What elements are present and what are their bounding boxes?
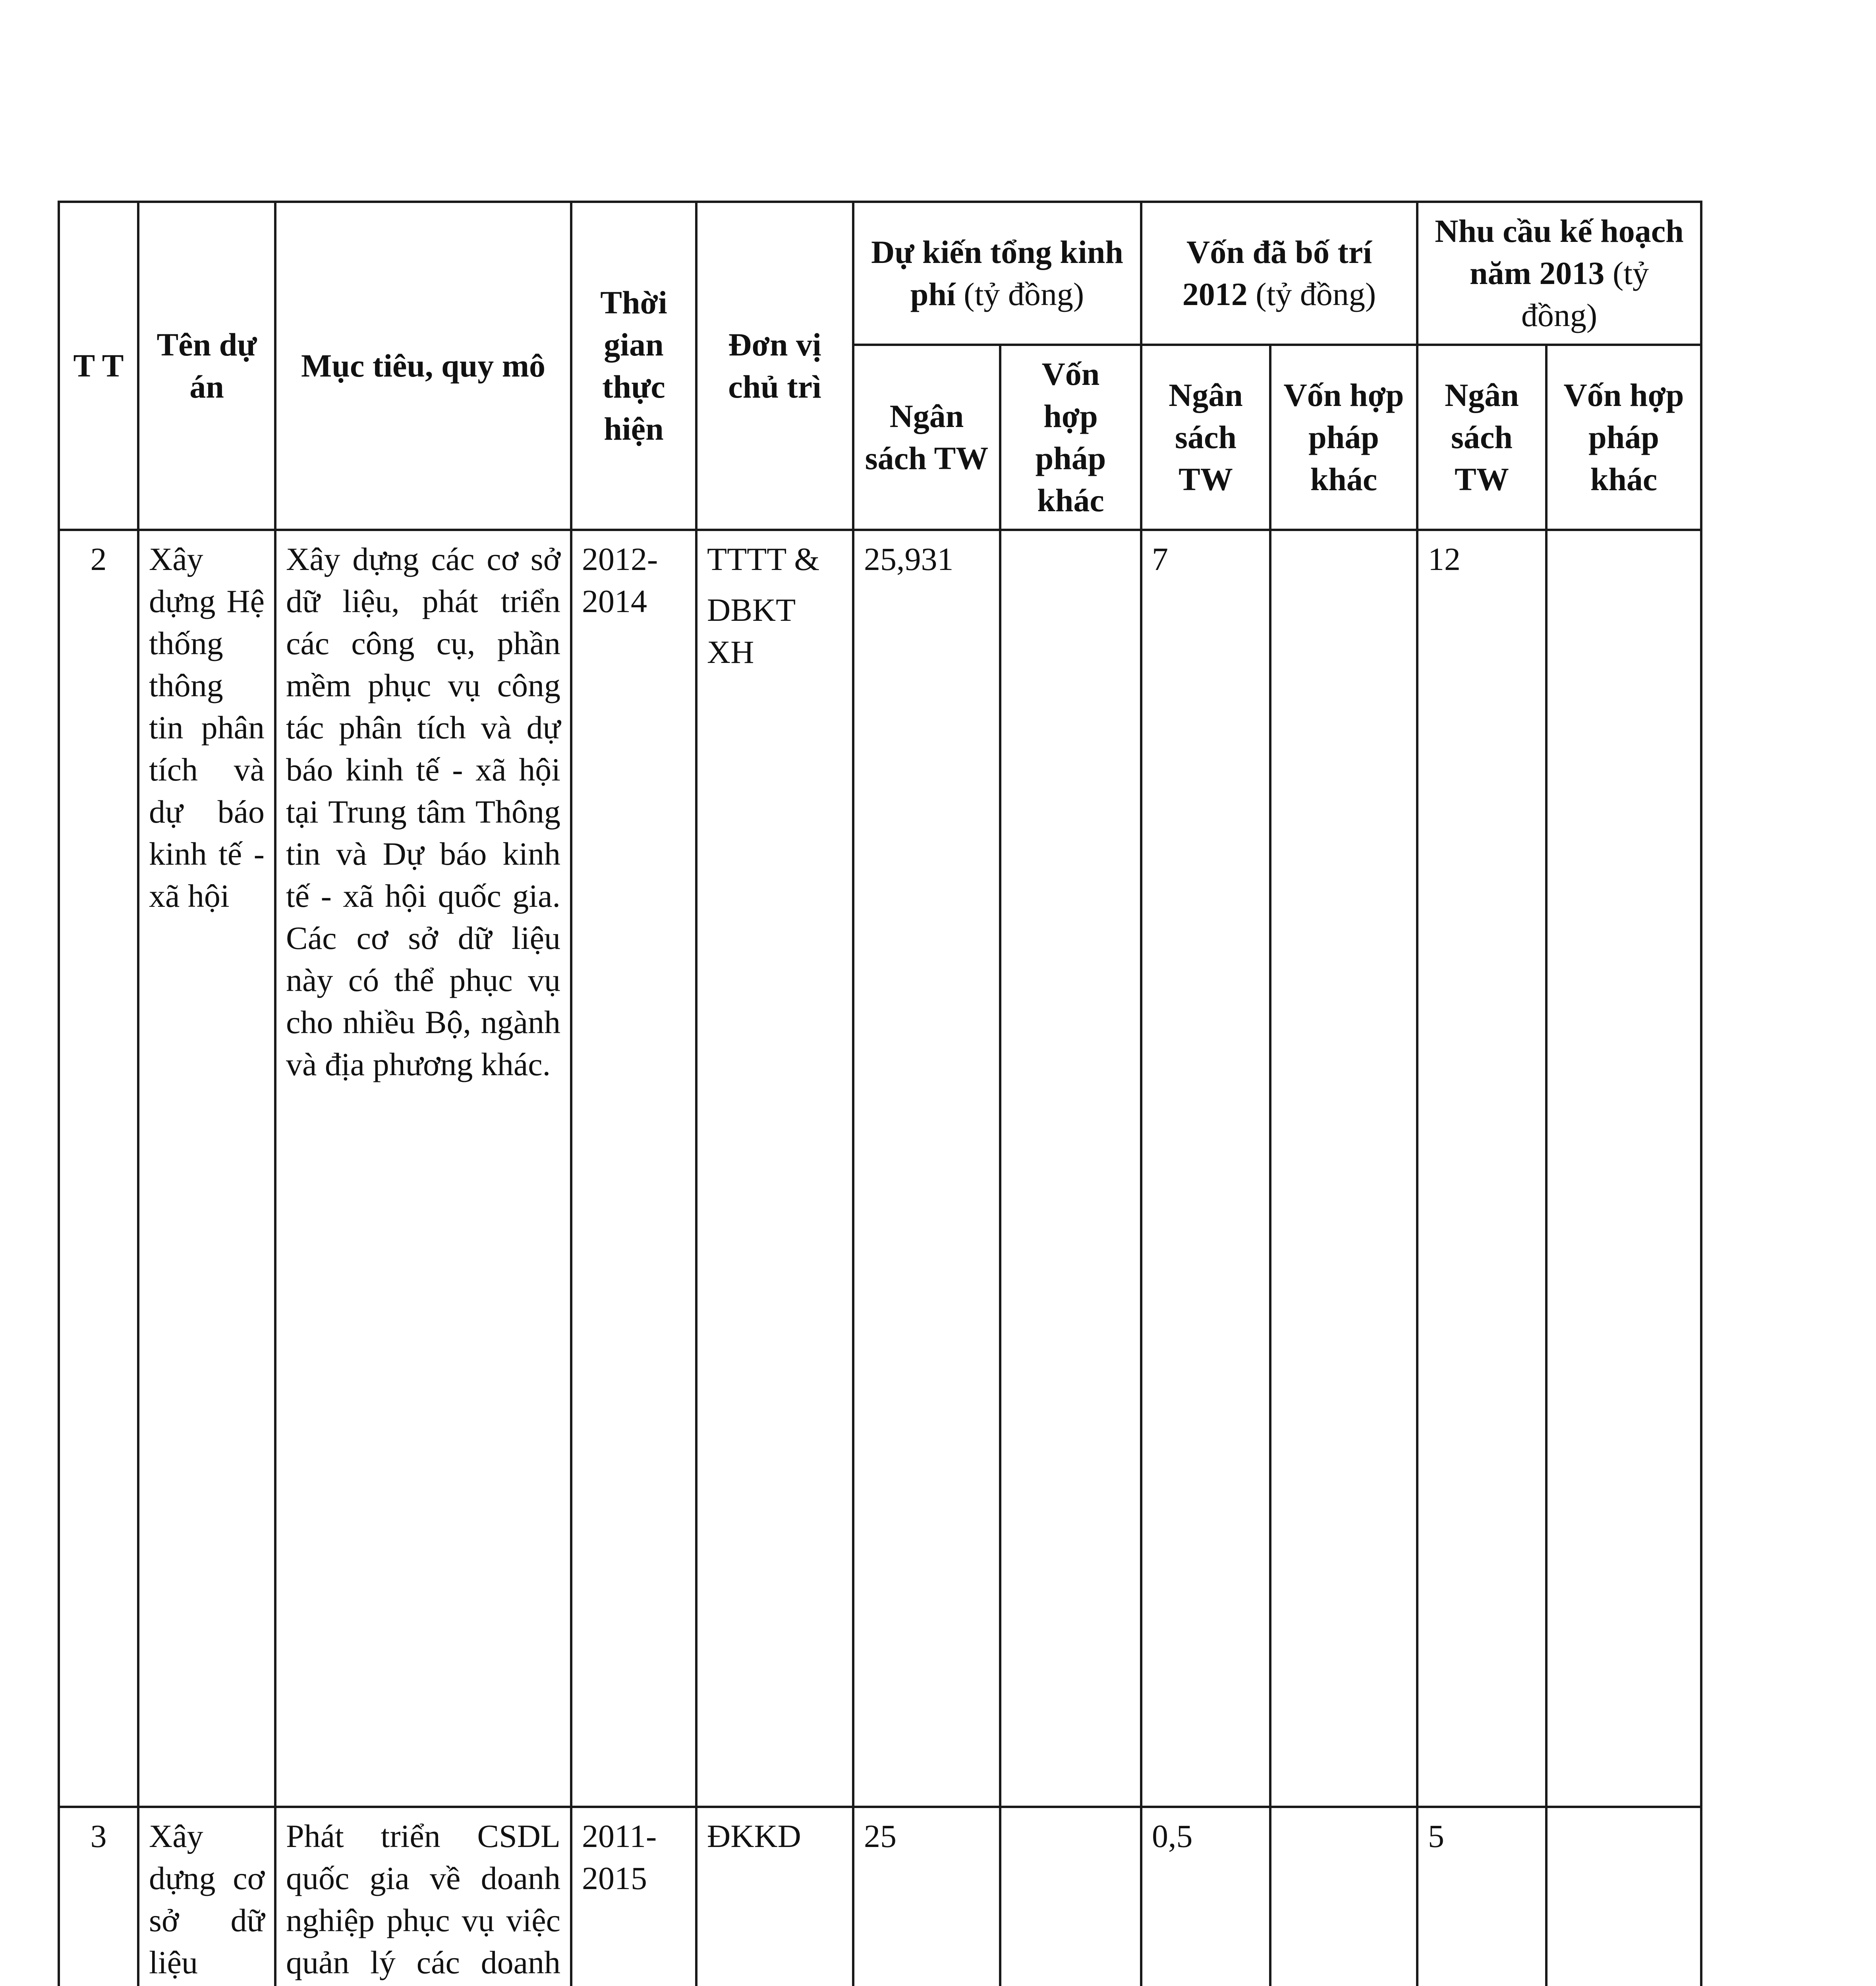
group2-title: Vốn đã bố trí 2012 (1182, 234, 1372, 312)
header-group-nhu-cau (1417, 202, 1701, 345)
row-don-vi (696, 1807, 853, 1986)
row-thoi-gian: 2011-2015 (571, 1807, 696, 1986)
row-2013-ngan-sach: 12 (1417, 530, 1546, 1807)
group1-title: Dự kiến tổng kinh phí (871, 234, 1123, 312)
header-ten-du-an: Tên dự án (138, 202, 275, 530)
header-g2-von-khac: Vốn hợp pháp khác (1270, 345, 1417, 530)
table-row (59, 530, 1701, 1807)
group3-unit: (tỷ đồng) (1521, 255, 1649, 333)
row-ten-du-an: Xây dựng Hệ thống thông tin phân tích và dự báo kinh tế - xã hội (138, 530, 275, 1807)
row-muc-tieu: Phát triển CSDL quốc gia về doanh nghiệp phục vụ việc quản lý các doanh (275, 1807, 571, 1986)
row-tt: 2 (59, 530, 138, 1807)
group1-unit: (tỷ đồng) (964, 276, 1084, 312)
row-ten-du-an: Xây dựng cơ sở dữ liệu (138, 1807, 275, 1986)
row-muc-tieu: Xây dựng các cơ sở dữ liệu, phát triển các công cụ, phần mềm phục vụ công tác phân tích và dự báo kinh tế - xã hội tại Trung tâm Thông tin và Dự báo kinh tế - xã hội quốc gia. Các cơ sở dữ liệu này có thể phục vụ cho nhiều Bộ, ngành và địa phương khác. (275, 530, 571, 1807)
header-g2-ngan-sach: Ngân sách TW (1141, 345, 1270, 530)
row-tong-ngan-sach: 25,931 (853, 530, 1000, 1807)
row-2012-von-khac (1270, 1807, 1417, 1986)
row-2012-von-khac (1270, 530, 1417, 1807)
group2-unit: (tỷ đồng) (1256, 276, 1376, 312)
table-row (59, 1807, 1701, 1986)
row-tt: 3 (59, 1807, 138, 1986)
header-don-vi: Đơn vị chủ trì (696, 202, 853, 530)
header-g1-von-khac: Vốn hợp pháp khác (1000, 345, 1141, 530)
header-g1-ngan-sach: Ngân sách TW (853, 345, 1000, 530)
row-tong-ngan-sach: 25 (853, 1807, 1000, 1986)
project-table (58, 201, 1702, 1986)
header-row-top (59, 202, 1701, 345)
header-thoi-gian: Thời gian thực hiện (571, 202, 696, 530)
group3-title: Nhu cầu kế hoạch năm 2013 (1435, 213, 1684, 291)
header-g3-von-khac: Vốn hợp pháp khác (1546, 345, 1701, 530)
row-don-vi (696, 530, 853, 1807)
row-don-vi-line1: TTTT & (707, 541, 820, 577)
row-tong-von-khac (1000, 1807, 1141, 1986)
row-2012-ngan-sach: 0,5 (1141, 1807, 1270, 1986)
header-tt: T T (59, 202, 138, 530)
row-don-vi-line1: ĐKKD (707, 1818, 801, 1854)
row-2013-von-khac (1546, 1807, 1701, 1986)
row-2013-ngan-sach: 5 (1417, 1807, 1546, 1986)
header-muc-tieu: Mục tiêu, quy mô (275, 202, 571, 530)
row-2013-von-khac (1546, 530, 1701, 1807)
row-tong-von-khac (1000, 530, 1141, 1807)
row-2012-ngan-sach: 7 (1141, 530, 1270, 1807)
header-group-tong-kinh-phi (853, 202, 1141, 345)
header-group-von-bo-tri (1141, 202, 1417, 345)
row-thoi-gian: 2012-2014 (571, 530, 696, 1807)
row-don-vi-line2: DBKT XH (707, 592, 795, 670)
header-g3-ngan-sach: Ngân sách TW (1417, 345, 1546, 530)
